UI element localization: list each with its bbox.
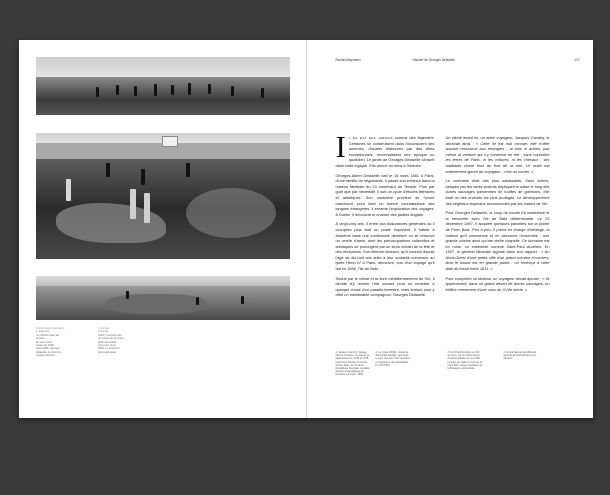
right-page [307,40,594,418]
caption-2-line: vers la fin de la [98,344,116,348]
footnote-4: 4. Amiral Samuel de Mirandel, général de la Révolution et le l'Empire. [503,351,537,361]
text-column-2 [446,135,550,296]
footnote-2: 2. Le comte Wilfrid, cousin de Saint-Paul Aurélien, gouverné le pays de Léon. Puis repartira en Angleterre de Cadwallader IV (513-538). [375,351,410,367]
quote: « Cette île est mal connue, elle n'offre aucune ressource aux étrangers ; ni bois ni arbres, pas même la verdure qui s'y conserve en été ; sans connaître les terres de Paris, ni les voitures, ni les chevaux ; ses habitants vivent tous du fruit de la mer. Le reste est entièrement ignoré du voyageur ; c'est un rocher. » [445,140,550,174]
caption-2-line: jardin de la Batz [98,340,117,344]
header-title: Histoire de Georges Delaselle [412,58,455,62]
caption-1-line: du sous-marin [36,340,53,344]
footnote-1: 1. Jacques Cambry, Voyage dans le Finistère, ou état de ce département en 1794 et 1795, imprimerie-librairie du Cercle Social, Paris, An VII de la République française, rééditée Société archéologique du Finistère, Quimper, 1999. [335,351,370,377]
caption-1-title: Double page précédente [36,327,65,330]
paragraph-text: comme des légendes. Certaines se construisent dans l'inconscient des hommes, d'autres élaborées par des êtres exceptionnels, reconnaissent leur époque ou quotidien. Le jardin de Georges Delaselle s'inscrit dans cette logique. Elle donne un sens à l'histoire. [335,135,435,168]
paragraph [446,135,550,174]
photo-middle-excavation [36,133,290,259]
caption-1-line: Le chantier dans les années [36,333,60,341]
paragraph-text: Un siècle avant lui, un autre voyageur, Jacques Cambry, le décrivait ainsi : [445,135,550,146]
text-column-1 [335,129,435,302]
caption-2-line: du creuse de la courte [98,337,124,341]
paragraph: Georges-Albert Delaselle naît le 18 mars 1861 à Paris, d'une famille de négociants. Il passe son enfance dans la maison familiale du 23 boulevard du Temple. Plus par goût que par nécessité, il suit un cycle d'études littéraires et artistiques. Son caractère provient de l'oncle marchand, pour faire un bonne connaissance des langues étrangères, il entame l'exploration des voyages. À Dublin, il découvre le charme des jardins anglais. [335,172,435,217]
caption-2-line: 1900, L'ouvrant près [98,333,122,337]
lead-in: l en est des jardins [348,135,393,140]
footnote-3: 3. Fol (Paul) Aurélien, ou Pol de Léon, est un prêtre breton d'origine galloise né vers 490 en Pays de Galles et mort le 12 mars 594, évêque fondateur de la Bretagne continentale. [447,351,483,371]
paragraph [446,210,550,272]
quote: « Ils apprivoisent, dans un grand désert de dunes sauvages, un édifice cornement d'une croix du XVIIe siècle. » [445,275,550,292]
paragraph-text: Le contraste était des plus saisissants. Sans arbres, balayée par les vents violents déplaçant le sable le long des dunes sauvages parsemées de touffes de goémons, elle était un des endroits les plus protégés. Le développement des végétaux tropicaux accommodés par les marins de l'île. [445,178,550,206]
caption-1-line: équipe amenant [36,354,55,358]
caption-2-line: 1900. Le ouvrier et [98,347,120,351]
caption-2-line: de la palmeraie [98,350,116,354]
header-author: Richard Baymann [335,58,361,62]
paragraph: Séduit par le climat et la flore méditerranéenne de l'île, il décide d'y revenir l'été suivant pour se remettre à quelque chose d'un paradis terrestre, mais surtout pour y offrir un inestimable compagnon, Georges Delaselle. [335,275,435,298]
paragraph [335,129,435,169]
quote: « Au Nord-Ouest d'une petite ville d'un grand nombre d'ouvriers, dont le travail est en grande partie... on renforça à cette date du fossé entre 1811. » [445,249,550,272]
paragraph [446,178,550,206]
caption-1-line: Autour de 1900 [36,344,54,348]
caption-2-title: Ci-dessus [98,327,110,330]
paragraph [446,276,550,293]
drop-cap: I [335,129,346,164]
caption-2-line: 1 et 2 Ao [98,330,109,334]
left-page [19,40,307,418]
photo-bottom-dunes [36,276,290,320]
book-spread [19,40,593,418]
caption-1-line: Sans 1900, Georges [36,347,60,351]
page-number: 227 [574,58,580,62]
caption-2 [98,327,130,354]
paragraph-text: Pour compléter ce tableau, un voyageur devait ajouter : [445,275,543,281]
paragraph: À vingt-cinq ans, il entre aux Assurances générales où il occupera plus tard un poste important. Il habite à Asnières dans une confortable demeure où se retrouve un cercle d'amis, dont les préoccupations culturelles et artistiques se prolongent par un sens certain de la fête et des réceptions. Son étienne Mosson, qu'il connaît depuis l'âge de dix-huit ans suite à leur scolarité commune au lycée Henri IV à Paris, découvre, lors d'un voyage qu'il fait en 1896, l'île de Batz. [335,221,435,272]
caption-1-line: 1. Jean Lou [36,330,50,334]
paragraph-text: Pour Georges Delaselle, le coup de foudre fut instantané et la rencontre avec l'île de Batz déterminante. Le 22 décembre 1897, il acquiert quelques parcelles sur la pointe de Penn Batz. Peu à peu, il prend en charge d'héritage, la maison qu'il commence et en découvre l'ensemble : une grande cuisine ainsi qu'une vieille chapelle. Ce domaine est en ruine, un ensemble nommé Saint-Paul Aurélien. En 1907, le général Mirandel signale dans son rapport : [445,210,550,255]
photo-top-workers [36,57,290,115]
caption-1 [36,327,66,358]
caption-1-line: Delaselle, le chef d'un [36,350,62,354]
